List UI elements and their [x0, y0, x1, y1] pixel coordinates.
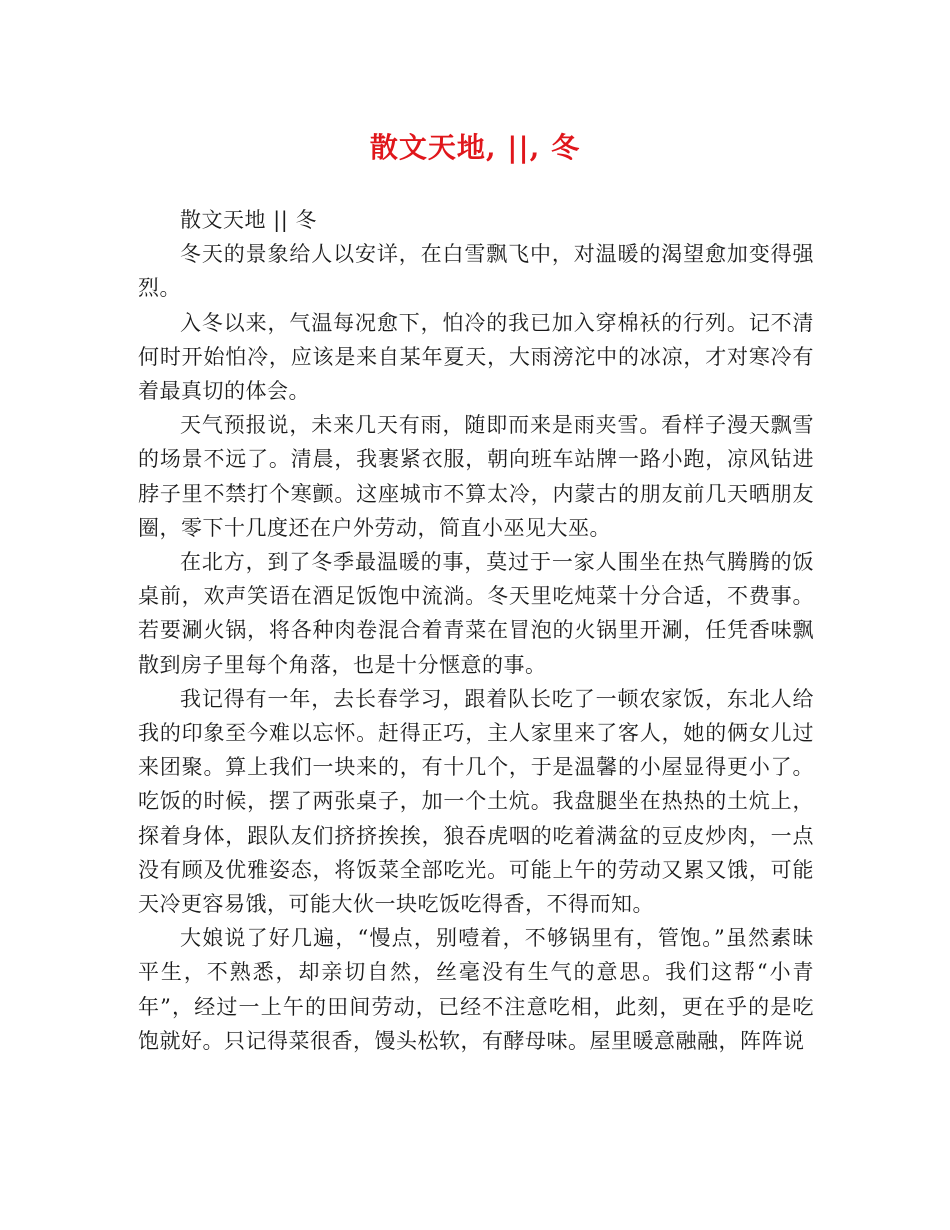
paragraph: 天气预报说，未来几天有雨，随即而来是雨夹雪。看样子漫天飘雪的场景不远了。清晨，我裹紧衣服，朝向班车站牌一路小跑，凉风钻进脖子里不禁打个寒颤。这座城市不算太冷，内蒙古的朋友前几天晒朋友圈，零下十几度还在户外劳动，简直小巫见大巫。	[138, 413, 814, 540]
paragraph: 冬天的景象给人以安详，在白雪飘飞中，对温暖的渴望愈加变得强烈。	[138, 242, 814, 301]
paragraph: 在北方，到了冬季最温暖的事，莫过于一家人围坐在热气腾腾的饭桌前，欢声笑语在酒足饭饱中流淌。冬天里吃炖菜十分合适，不费事。若要涮火锅，将各种肉卷混合着青菜在冒泡的火锅里开涮，任凭香味飘散到房子里每个角落，也是十分惬意的事。	[138, 550, 814, 677]
paragraph: 我记得有一年，去长春学习，跟着队长吃了一顿农家饭，东北人给我的印象至今难以忘怀。赶得正巧，主人家里来了客人，她的俩女儿过来团聚。算上我们一块来的，有十几个，于是温馨的小屋显得更小了。吃饭的时候，摆了两张桌子，加一个土炕。我盘腿坐在热热的土炕上，探着身体，跟队友们挤挤挨挨，狼吞虎咽的吃着满盆的豆皮炒肉，一点没有顾及优雅姿态，将饭菜全部吃光。可能上午的劳动又累又饿，可能天冷更容易饿，可能大伙一块吃饭吃得香，不得而知。	[138, 686, 814, 917]
paragraph: 入冬以来，气温每况愈下，怕冷的我已加入穿棉袄的行列。记不清何时开始怕冷，应该是来自某年夏天，大雨滂沱中的冰凉，才对寒冷有着最真切的体会。	[138, 310, 814, 404]
paragraph: 大娘说了好几遍，“慢点，别噎着，不够锅里有，管饱。”虽然素昧平生，不熟悉，却亲切自然，丝毫没有生气的意思。我们这帮“小青年”，经过一上午的田间劳动，已经不注意吃相，此刻，更在乎的是吃饱就好。只记得菜很香，馒头松软，有酵母味。屋里暖意融融，阵阵说	[138, 926, 814, 1053]
document-title: 散文天地, ||, 冬	[369, 131, 581, 164]
document-body	[138, 203, 814, 1058]
paragraph-heading-line: 散文天地 || 冬	[180, 208, 318, 232]
